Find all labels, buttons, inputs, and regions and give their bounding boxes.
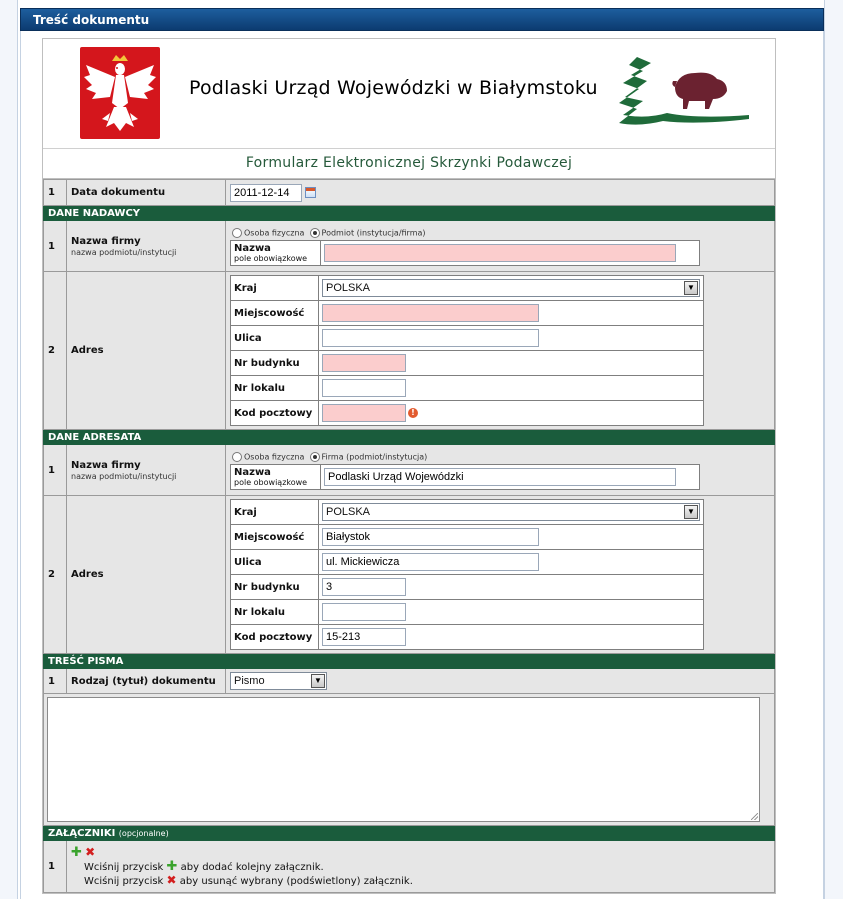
sender-city-input[interactable] [322, 304, 539, 322]
attachments-add-hint: Wciśnij przycisk ✚ aby dodać kolejny załącznik. [84, 859, 324, 874]
right-frame [824, 0, 843, 899]
content-section-header: TREŚĆ PISMA [44, 654, 775, 669]
recipient-address-label: Adres [67, 496, 226, 654]
sender-address-row: 2 Adres Kraj POLSKA ▼ Miejscowość Ulica Nr budynku Nr lokalu Kod pocztowy ! [44, 272, 775, 430]
sender-address-label: Adres [67, 272, 226, 430]
recipient-city-input[interactable]: Białystok [322, 528, 539, 546]
cross-icon: ✖ [166, 873, 177, 887]
recipient-person-radio[interactable] [232, 452, 242, 462]
sender-country-select[interactable]: POLSKA ▼ [322, 279, 700, 297]
recipient-name-sublabel: nazwa podmiotu/instytucji [71, 471, 177, 481]
sender-name-row: 1 Nazwa firmy nazwa podmiotu/instytucji Osoba fizyczna Podmiot (instytucja/firma) Nazwa pole obowiązkowe [44, 221, 775, 272]
panel-title: Treść dokumentu [33, 13, 150, 27]
content-body-row [44, 694, 775, 826]
sender-flat-input[interactable] [322, 379, 406, 397]
document-form [42, 38, 776, 894]
sender-name-sublabel: nazwa podmiotu/instytucji [71, 247, 177, 257]
form-title: Formularz Elektronicznej Skrzynki Podawczej [43, 149, 775, 179]
recipient-address-row: 2 Adres Kraj POLSKA ▼ Miejscowość Białystok Ulica ul. Mickiewicza Nr budynku 3 Nr lokalu Kod pocztowy 15-213 [44, 496, 775, 654]
chevron-down-icon: ▼ [311, 674, 325, 688]
doc-type-select[interactable]: Pismo ▼ [230, 672, 327, 690]
doc-date-label: Data dokumentu [67, 180, 226, 206]
row-number: 1 [44, 180, 67, 206]
panel-header [20, 8, 824, 31]
recipient-flat-input[interactable] [322, 603, 406, 621]
recipient-postal-input[interactable]: 15-213 [322, 628, 406, 646]
sender-name-label: Nazwa firmy [71, 235, 141, 247]
sender-entity-radio[interactable] [310, 228, 320, 238]
attachments-section-header: ZAŁĄCZNIKI (opcjonalne) [44, 826, 775, 841]
left-frame [0, 0, 18, 899]
recipient-name-input[interactable]: Podlaski Urząd Wojewódzki [324, 468, 676, 486]
recipient-name-row: 1 Nazwa firmy nazwa podmiotu/instytucji Osoba fizyczna Firma (podmiot/instytucja) Nazwa pole obowiązkowe Podlaski Urząd Wojewódzki [44, 445, 775, 496]
sender-person-radio[interactable] [232, 228, 242, 238]
attachments-remove-hint: Wciśnij przycisk ✖ aby usunąć wybrany (podświetlony) załącznik. [84, 873, 413, 887]
chevron-down-icon: ▼ [684, 281, 698, 295]
add-attachment-button[interactable]: ✚ [71, 845, 82, 860]
content-textarea[interactable] [47, 697, 760, 822]
doc-date-row [44, 180, 775, 206]
recipient-building-input[interactable]: 3 [322, 578, 406, 596]
doc-date-input[interactable]: 2011-12-14 [230, 184, 302, 202]
calendar-icon[interactable] [305, 187, 316, 198]
sender-section-header: DANE NADAWCY [44, 206, 775, 221]
recipient-country-select[interactable]: POLSKA ▼ [322, 503, 700, 521]
doc-type-label: Rodzaj (tytuł) dokumentu [67, 669, 226, 694]
sender-name-input[interactable] [324, 244, 676, 262]
recipient-street-input[interactable]: ul. Mickiewicza [322, 553, 539, 571]
sender-building-input[interactable] [322, 354, 406, 372]
organization-name: Podlaski Urząd Wojewódzki w Białymstoku [189, 77, 598, 99]
chevron-down-icon: ▼ [684, 505, 698, 519]
eagle-emblem-icon [80, 47, 160, 139]
doc-type-row: 1 Rodzaj (tytuł) dokumentu Pismo ▼ [44, 669, 775, 694]
remove-attachment-button[interactable]: ✖ [85, 845, 96, 859]
attachments-row: 1 ✚ ✖ Wciśnij przycisk ✚ aby dodać kolejny załącznik. Wciśnij przycisk ✖ aby usunąć wybrany (podświetlony) załącznik. [44, 841, 775, 893]
form-table [43, 179, 775, 893]
form-header [43, 39, 775, 149]
recipient-section-header: DANE ADRESATA [44, 430, 775, 445]
plus-icon: ✚ [166, 859, 178, 874]
recipient-name-label: Nazwa firmy [71, 459, 141, 471]
podlasie-bison-logo-icon [617, 53, 751, 133]
recipient-company-radio[interactable] [310, 452, 320, 462]
sender-street-input[interactable] [322, 329, 539, 347]
warning-icon: ! [408, 408, 418, 418]
sender-postal-input[interactable] [322, 404, 406, 422]
